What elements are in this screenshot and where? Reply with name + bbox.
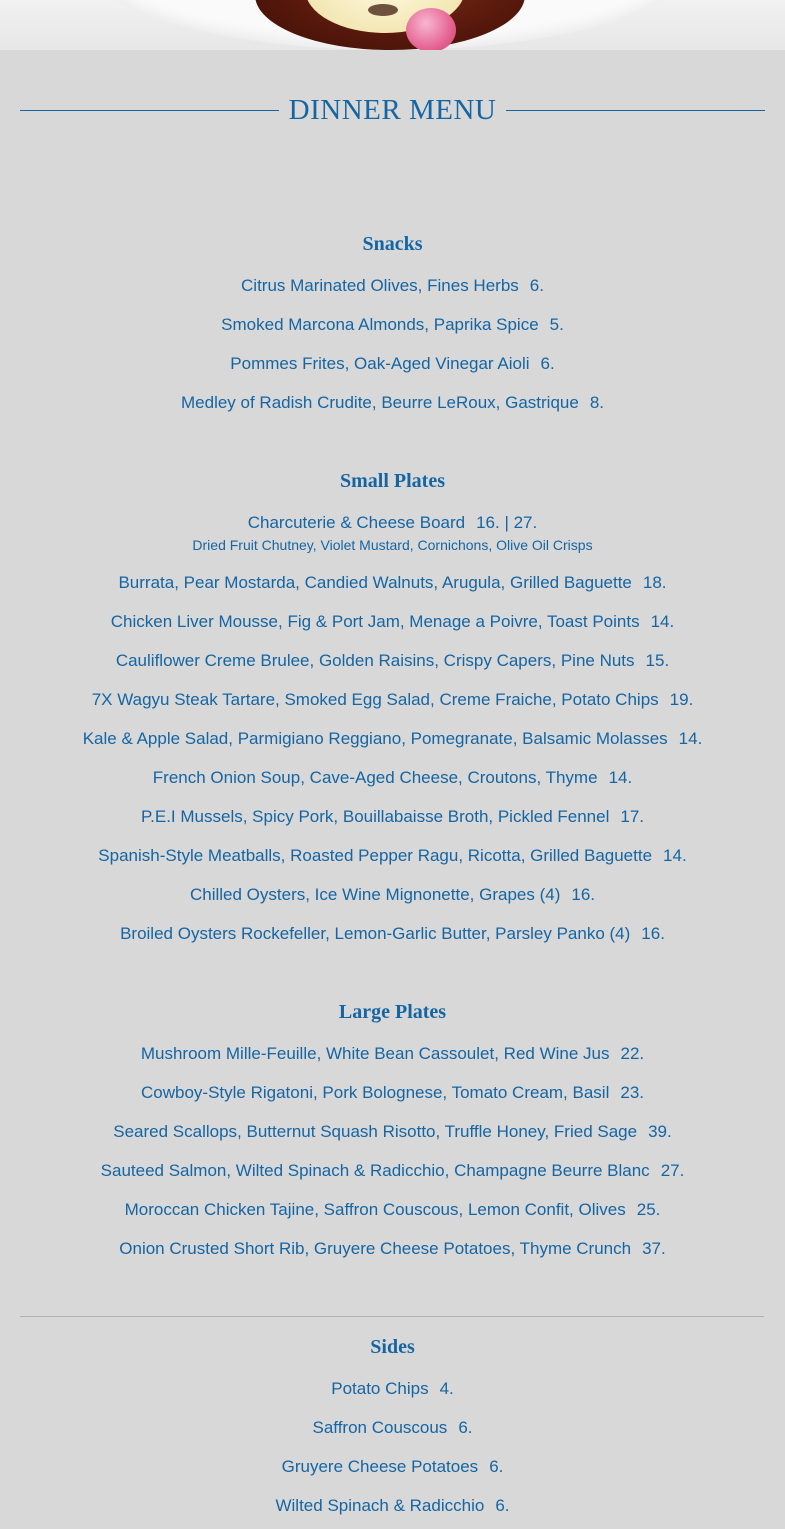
item-price: 16. — [641, 924, 665, 943]
item-name: Moroccan Chicken Tajine, Saffron Couscous, Lemon Confit, Olives — [124, 1200, 626, 1219]
garnish-shape — [368, 4, 398, 16]
item-name: Wilted Spinach & Radicchio — [275, 1496, 485, 1515]
title-rule-right — [506, 110, 765, 111]
item-name: Burrata, Pear Mostarda, Candied Walnuts, Arugula, Grilled Baguette — [118, 573, 632, 592]
menu-item — [0, 1199, 785, 1221]
menu-item — [0, 923, 785, 945]
item-price: 14. — [608, 768, 633, 787]
menu-item — [0, 572, 785, 594]
item-name: Chicken Liver Mousse, Fig & Port Jam, Menage a Poivre, Toast Points — [110, 612, 640, 631]
item-name: 7X Wagyu Steak Tartare, Smoked Egg Salad, Creme Fraiche, Potato Chips — [91, 690, 659, 709]
item-name: French Onion Soup, Cave-Aged Cheese, Croutons, Thyme — [152, 768, 598, 787]
menu-item — [0, 1238, 785, 1260]
item-price: 22. — [620, 1044, 645, 1063]
item-name: Potato Chips — [331, 1379, 429, 1398]
radish-shape — [406, 8, 456, 50]
item-price: 23. — [620, 1083, 644, 1102]
item-price: 8. — [589, 393, 604, 412]
item-name: Pommes Frites, Oak-Aged Vinegar Aioli — [230, 354, 530, 373]
item-name: Cauliflower Creme Brulee, Golden Raisins, Crispy Capers, Pine Nuts — [115, 651, 635, 670]
item-name: Broiled Oysters Rockefeller, Lemon-Garlic Butter, Parsley Panko (4) — [120, 924, 631, 943]
item-price: 17. — [620, 807, 644, 826]
item-price: 14. — [650, 612, 675, 631]
item-name: Saffron Couscous — [312, 1418, 448, 1437]
item-price: 14. — [678, 729, 703, 748]
item-price: 39. — [648, 1122, 672, 1141]
item-name: Mushroom Mille-Feuille, White Bean Cassoulet, Red Wine Jus — [140, 1044, 610, 1063]
menu-item — [0, 1043, 785, 1065]
item-price: 6. — [495, 1496, 510, 1515]
item-description: Dried Fruit Chutney, Violet Mustard, Cornichons, Olive Oil Crisps — [192, 537, 593, 553]
item-name: Cowboy-Style Rigatoni, Pork Bolognese, Tomato Cream, Basil — [141, 1083, 610, 1102]
item-name: Charcuterie & Cheese Board — [247, 513, 466, 532]
menu-item — [0, 392, 785, 414]
item-name: Medley of Radish Crudite, Beurre LeRoux, Gastrique — [181, 393, 579, 412]
menu-item — [0, 1495, 785, 1517]
title-rule-left — [20, 110, 279, 111]
menu-item — [0, 611, 785, 633]
menu-item — [0, 689, 785, 711]
menu-item — [0, 845, 785, 867]
item-price: 15. — [645, 651, 670, 670]
item-name: Sauteed Salmon, Wilted Spinach & Radicchio, Champagne Beurre Blanc — [100, 1161, 650, 1180]
menu-item — [0, 806, 785, 828]
menu-item — [0, 1160, 785, 1182]
menu-item — [0, 884, 785, 906]
section-title-large-plates: Large Plates — [338, 1001, 447, 1023]
item-price: 6. — [489, 1457, 504, 1476]
hero-food-photo — [0, 0, 785, 50]
item-price: 14. — [663, 846, 687, 865]
page-title: DINNER MENU — [288, 93, 497, 126]
item-name: Seared Scallops, Butternut Squash Risotto, Truffle Honey, Fried Sage — [113, 1122, 638, 1141]
item-name: Chilled Oysters, Ice Wine Mignonette, Grapes (4) — [189, 885, 561, 904]
item-price: 37. — [642, 1239, 666, 1258]
item-price: 18. — [642, 573, 667, 592]
menu-item — [0, 1082, 785, 1104]
section-divider — [20, 1316, 764, 1317]
menu-item — [0, 1378, 785, 1400]
item-name: P.E.I Mussels, Spicy Pork, Bouillabaisse Broth, Pickled Fennel — [141, 807, 610, 826]
menu-item — [0, 1121, 785, 1143]
menu-item — [0, 1417, 785, 1439]
section-title-snacks: Snacks — [362, 233, 423, 255]
menu-item — [0, 767, 785, 789]
item-price: 5. — [549, 315, 564, 334]
item-price: 19. — [669, 690, 694, 709]
menu-item — [0, 353, 785, 375]
menu-item — [0, 650, 785, 672]
item-name: Citrus Marinated Olives, Fines Herbs — [241, 276, 519, 295]
item-price: 6. — [529, 276, 544, 295]
item-price: 16. — [571, 885, 595, 904]
menu-item — [0, 1456, 785, 1478]
item-price: 25. — [636, 1200, 661, 1219]
item-name: Spanish-Style Meatballs, Roasted Pepper Ragu, Ricotta, Grilled Baguette — [98, 846, 653, 865]
item-name: Kale & Apple Salad, Parmigiano Reggiano, Pomegranate, Balsamic Molasses — [82, 729, 668, 748]
section-title-small-plates: Small Plates — [340, 470, 445, 492]
item-price: 4. — [439, 1379, 454, 1398]
menu-item — [0, 728, 785, 750]
item-name: Smoked Marcona Almonds, Paprika Spice — [221, 315, 539, 334]
menu-item — [0, 275, 785, 297]
item-name: Gruyere Cheese Potatoes — [281, 1457, 479, 1476]
item-name: Onion Crusted Short Rib, Gruyere Cheese Potatoes, Thyme Crunch — [119, 1239, 632, 1258]
section-title-sides: Sides — [370, 1336, 415, 1358]
menu-item — [0, 512, 785, 534]
menu-item — [0, 314, 785, 336]
item-price: 6. — [540, 354, 555, 373]
item-price: 6. — [458, 1418, 473, 1437]
item-price: 16. | 27. — [476, 513, 538, 532]
item-price: 27. — [660, 1161, 685, 1180]
menu-title-row — [20, 90, 765, 130]
